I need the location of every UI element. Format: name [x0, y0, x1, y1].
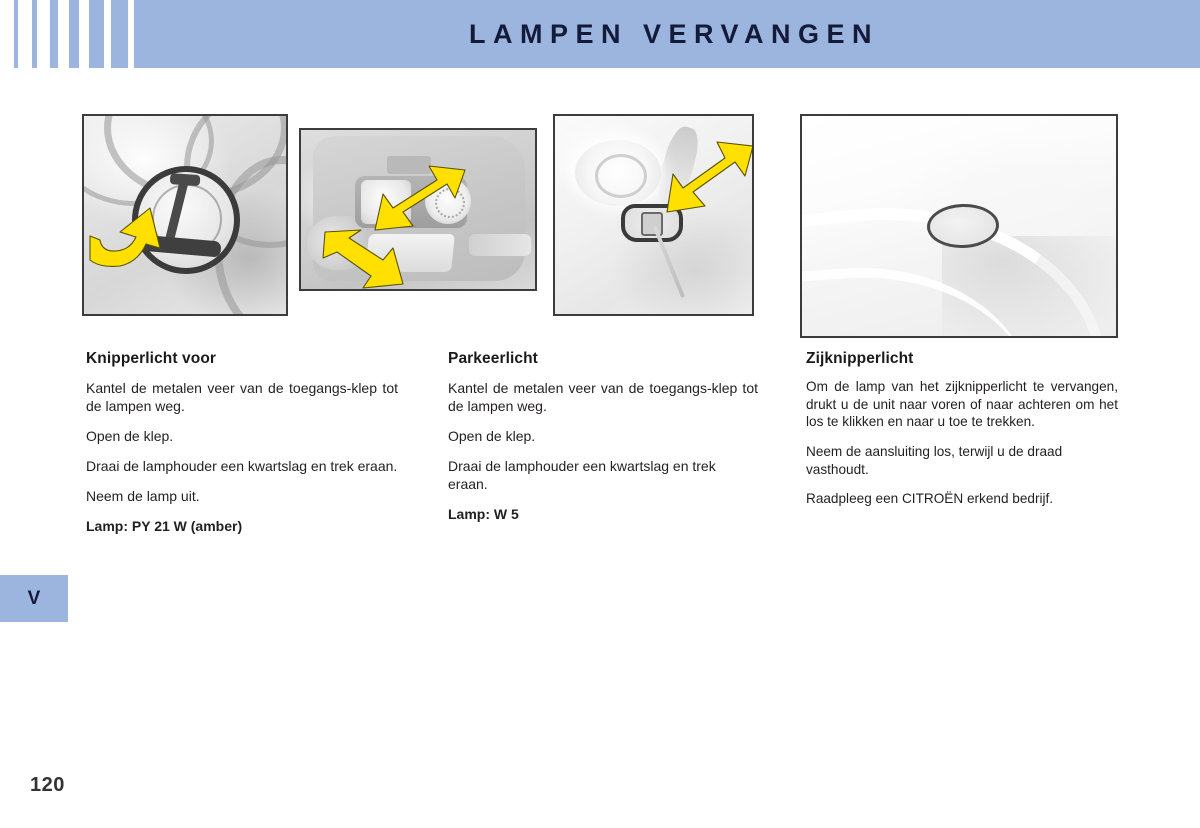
- column-heading: Zijknipperlicht: [806, 350, 914, 367]
- straight-arrow-down-left-icon: [667, 142, 752, 218]
- instruction-paragraph: Draai de lamphouder een kwartslag en trek eraan.: [448, 457, 716, 492]
- section-tab: [0, 575, 68, 622]
- instruction-paragraph: Raadpleeg een CITROËN erkend bedrijf.: [806, 491, 1054, 507]
- instruction-paragraph: Neem de aansluiting los, terwijl u de draad vasthoudt.: [806, 444, 1063, 477]
- instruction-paragraph: Kantel de metalen veer van de toegangs-klep tot de lampen weg.: [86, 380, 398, 414]
- column-heading: Knipperlicht voor: [86, 350, 217, 367]
- header-stripe: [111, 0, 128, 68]
- headlamp-glass: [575, 140, 661, 206]
- page-number: 120: [30, 774, 65, 796]
- section-tab-label: V: [27, 587, 41, 609]
- headlamp-right-arm: [469, 234, 531, 256]
- page-title: LAMPEN VERVANGEN: [468, 18, 880, 49]
- header-stripe: [89, 0, 104, 68]
- instruction-paragraph: Kantel de metalen veer van de toegangs-klep tot de lampen weg.: [448, 380, 758, 414]
- instruction-paragraph: Neem de lamp uit.: [86, 487, 200, 504]
- bulb-spec: Lamp: W 5: [448, 505, 519, 522]
- page-header: [0, 0, 1200, 68]
- header-stripe: [69, 0, 79, 68]
- column-side-repeater: [806, 350, 1118, 520]
- header-stripe: [134, 0, 148, 68]
- instruction-paragraph: Draai de lamphouder een kwartslag en trek eraan.: [86, 457, 398, 474]
- figure-indicator-front: [82, 114, 288, 316]
- figure-parking-light: [553, 114, 754, 316]
- straight-arrow-down-right-icon-lower: [321, 226, 417, 288]
- figure-side-repeater: [800, 114, 1118, 338]
- curved-arrow-up-right-icon: [86, 192, 196, 272]
- instruction-paragraph: Om de lamp van het zijknipperlicht te vervangen, drukt u de unit naar voren of naar achteren om het los te klikken en naar u toe te trekken.: [806, 379, 1118, 430]
- column-parking-light: [448, 350, 758, 535]
- instruction-paragraph: Open de klep.: [86, 427, 174, 444]
- figure-headlamp-rear: [299, 128, 537, 291]
- bulb-spec: Lamp: PY 21 W (amber): [86, 517, 243, 534]
- column-indicator-front: [86, 350, 398, 547]
- header-stripe-decoration: [0, 0, 148, 68]
- header-stripe: [50, 0, 58, 68]
- column-heading: Parkeerlicht: [448, 350, 538, 367]
- instruction-paragraph: Open de klep.: [448, 427, 536, 444]
